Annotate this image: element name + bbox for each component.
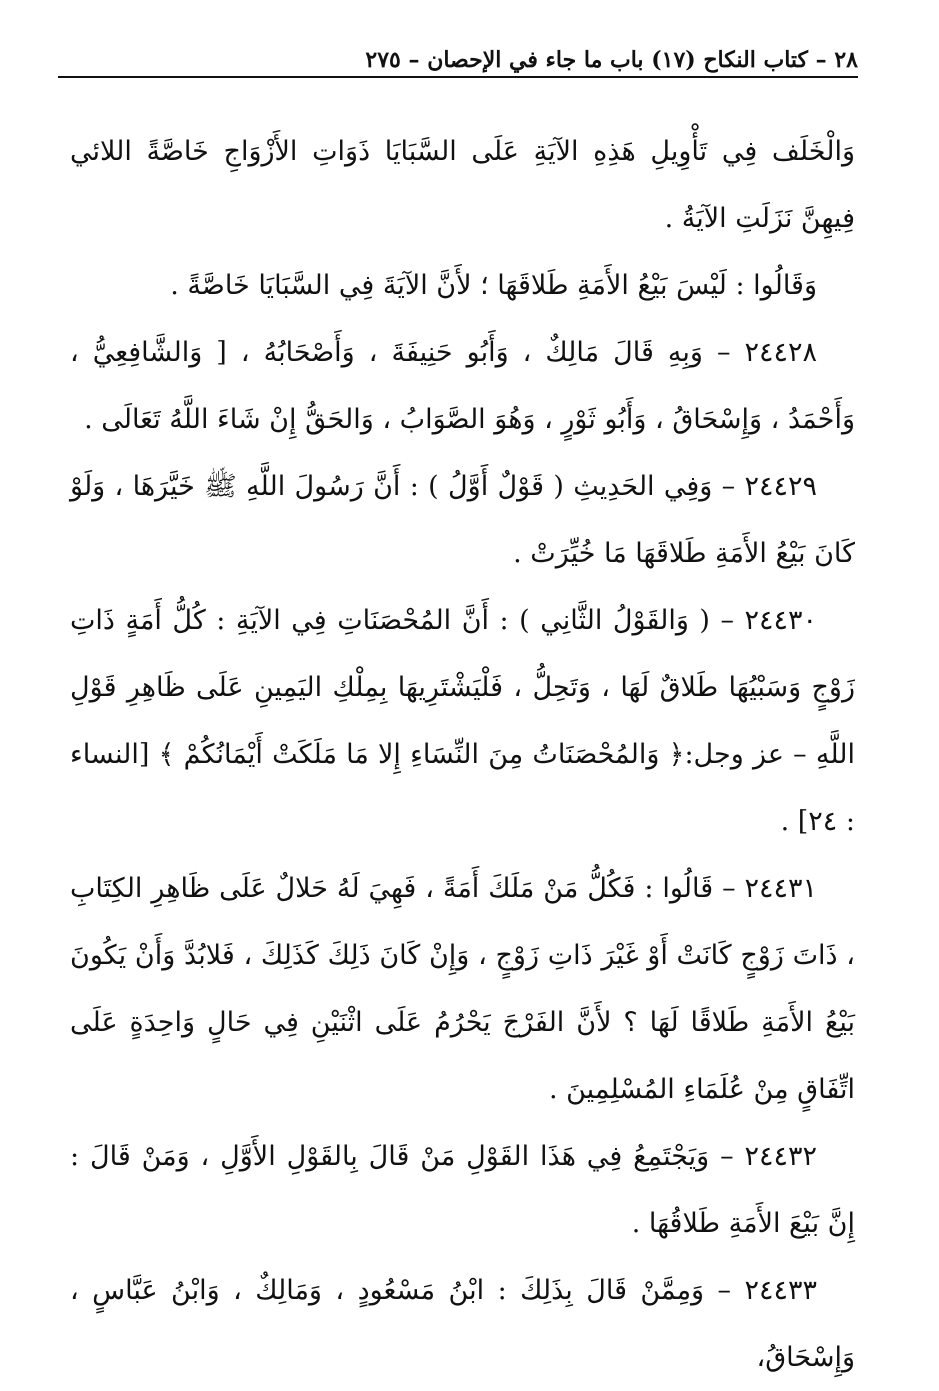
page-body: [70, 118, 855, 1391]
paragraph-24431: ٢٤٤٣١ – قَالُوا : فَكُلُّ مَنْ مَلَكَ أَمَةً ، فَهِيَ لَهُ حَلالٌ عَلَى ظَاهِرِ الكِتَابِ ، ذَاتَ زَوْجٍ كَانَتْ أَوْ غَيْرَ ذَاتِ زَوْجٍ ، وَإِنْ كَانَ ذَلِكَ كَذَلِكَ ، فَلابُدَّ وَأَنْ يَكُونَ بَيْعُ الأَمَةِ طَلاقًا لَهَا ؟ لأَنَّ الفَرْجَ يَحْرُمُ عَلَى اثْنَيْنِ فِي حَالٍ وَاحِدَةٍ عَلَى اتِّفَاقٍ مِنْ عُلَمَاءِ المُسْلِمِينَ .: [70, 873, 855, 1105]
paragraph-24428: ٢٤٤٢٨ – وَبِهِ قَالَ مَالِكٌ ، وَأَبُو حَنِيفَةَ ، وَأَصْحَابُهُ ، [ وَالشَّافِعِيُّ ، وَأَحْمَدُ ، وَإِسْحَاقُ ، وَأَبُو ثَوْرٍ ، وَهُوَ الصَّوَابُ ، وَالحَقُّ إِنْ شَاءَ اللَّهُ تَعَالَى .: [70, 337, 855, 435]
paragraph-24429: ٢٤٤٢٩ – وَفِي الحَدِيثِ ( قَوْلٌ أَوَّلُ ) : أَنَّ رَسُولَ اللَّهِ ﷺ خَيَّرَهَا ، وَلَوْ كَانَ بَيْعُ الأَمَةِ طَلاقَهَا مَا خُيِّرَتْ .: [70, 471, 855, 569]
paragraph-24432: ٢٤٤٣٢ – وَيَجْتَمِعُ فِي هَذَا القَوْلِ مَنْ قَالَ بِالقَوْلِ الأَوَّلِ ، وَمَنْ قَالَ : إِنَّ بَيْعَ الأَمَةِ طَلاقُهَا .: [70, 1141, 855, 1239]
running-header: [58, 44, 858, 84]
paragraph-24430: ٢٤٤٣٠ – ( وَالقَوْلُ الثَّانِي ) : أَنَّ المُحْصَنَاتِ فِي الآيَةِ : كُلُّ أَمَةٍ ذَاتِ زَوْجٍ وَسَبْيُهَا طَلاقٌ لَهَا ، وَتَحِلُّ ، فَلْيَشْتَرِيهَا بِمِلْكِ اليَمِينِ عَلَى ظَاهِرِ قَوْلِ اللَّهِ – عز وجل:﴿ وَالمُحْصَنَاتُ مِنَ النِّسَاءِ إِلا مَا مَلَكَتْ أَيْمَانُكُمْ ﴾ [النساء : ٢٤] .: [70, 605, 855, 837]
header-rule: [58, 76, 858, 78]
header-title: ٢٨ – كتاب النكاح (١٧) باب ما جاء في الإحصان – ٢٧٥: [365, 47, 858, 73]
paragraph-continuation: وَالْخَلَف فِي تَأْوِيلِ هَذِهِ الآيَةِ عَلَى السَّبَايَا ذَوَاتِ الأَزْوَاجِ خَاصَّةً اللائي فِيهِنَّ نَزَلَتِ الآيَةُ .: [70, 136, 855, 234]
paragraph: وَقَالُوا : لَيْسَ بَيْعُ الأَمَةِ طَلاقَهَا ؛ لأَنَّ الآيَةَ فِي السَّبَايَا خَاصَّةً .: [170, 270, 817, 301]
paragraph-24433: ٢٤٤٣٣ – وَمِمَّنْ قَالَ بِذَلِكَ : ابْنُ مَسْعُودٍ ، وَمَالِكٌ ، وَابْنُ عَبَّاسٍ ، وَإِسْحَاقُ،: [70, 1275, 855, 1373]
